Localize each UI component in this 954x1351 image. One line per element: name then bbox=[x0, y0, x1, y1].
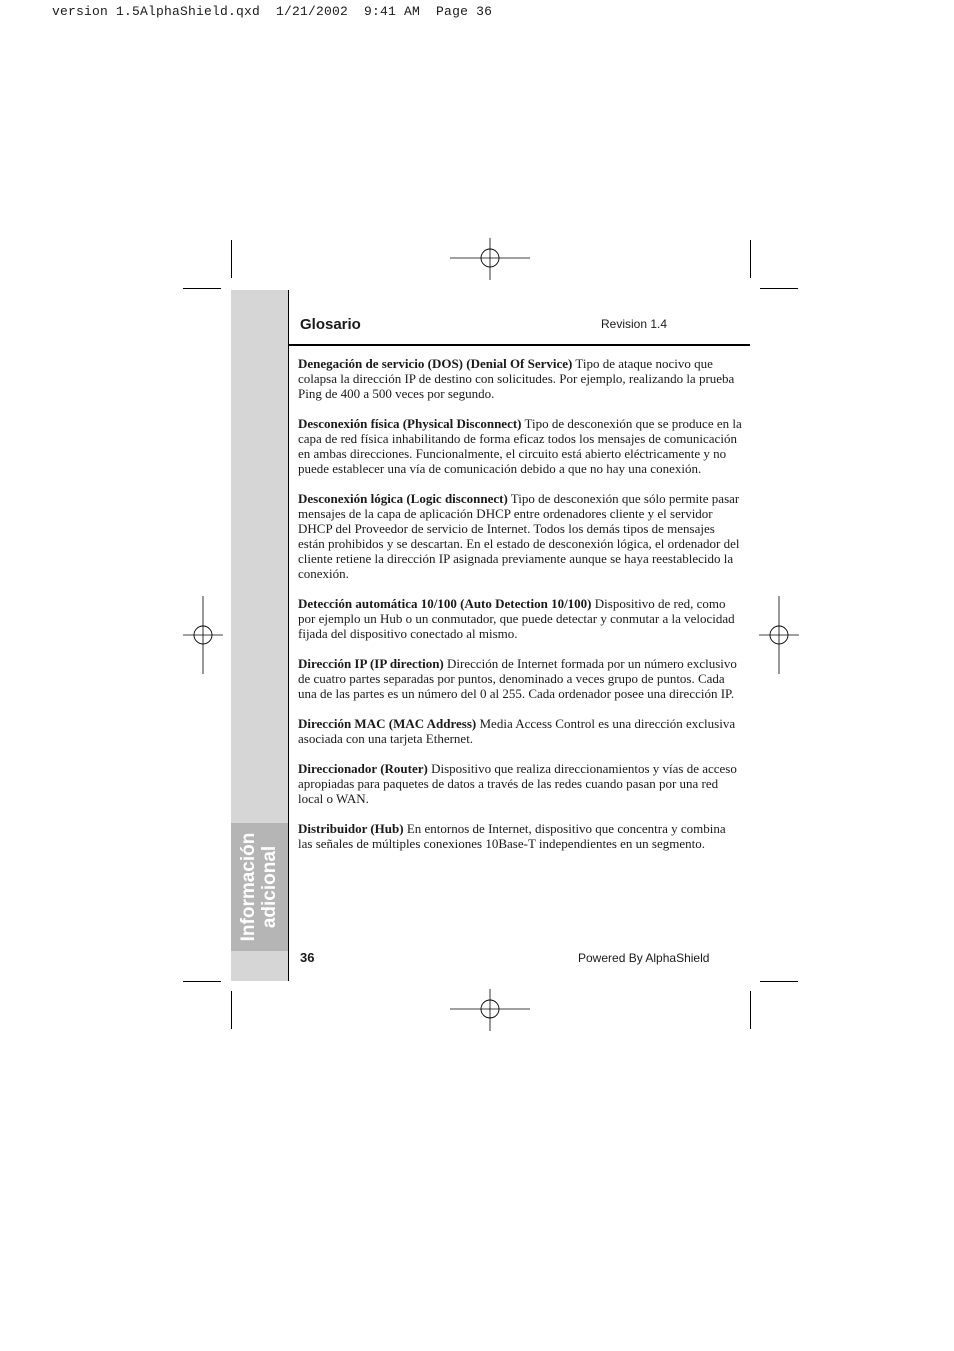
vertical-rule bbox=[288, 290, 289, 981]
glossary-definition: Dirección de Internet formada por un número exclusivo de cuatro partes separadas por puntos, denominado a veces grupo de puntos. Cada una de las partes es un número del 0 al 255. Cada ordenador posee una dirección IP. bbox=[298, 656, 737, 701]
glossary-definition: Dispositivo de red, como por ejemplo un Hub o un conmutador, que puede detectar y conmutar a la velocidad fijada del dispositivo conectado al mismo. bbox=[298, 596, 735, 641]
revision-label: Revision 1.4 bbox=[601, 317, 668, 331]
footer-text: Powered By AlphaShield bbox=[578, 951, 710, 965]
registration-mark-top-icon bbox=[450, 238, 530, 280]
page-number: 36 bbox=[300, 950, 315, 965]
crop-mark-top-right-horizontal bbox=[760, 288, 798, 289]
glossary-entry bbox=[298, 716, 743, 746]
glossary-term: Desconexión lógica (Logic disconnect) bbox=[298, 491, 508, 506]
glossary-entry bbox=[298, 596, 743, 641]
glossary-term: Distribuidor (Hub) bbox=[298, 821, 404, 836]
glossary-entry bbox=[298, 761, 743, 806]
glossary-entry bbox=[298, 356, 743, 401]
crop-mark-bottom-right-horizontal bbox=[760, 981, 798, 982]
crop-mark-top-left-vertical bbox=[231, 240, 232, 278]
glossary-term: Denegación de servicio (DOS) (Denial Of Service) bbox=[298, 356, 573, 371]
print-slug: version 1.5AlphaShield.qxd 1/21/2002 9:41 AM Page 36 bbox=[52, 4, 493, 19]
glossary-definition: Dispositivo que realiza direccionamientos y vías de acceso apropiadas para paquetes de datos a través de las redes cuando pasan por una red local o WAN. bbox=[298, 761, 737, 806]
glossary-entry bbox=[298, 491, 743, 581]
glossary-entry bbox=[298, 821, 743, 851]
glossary-definition: En entornos de Internet, dispositivo que concentra y combina las señales de múltiples conexiones 10Base-T independientes en un segmento. bbox=[298, 821, 726, 851]
crop-mark-top-left-horizontal bbox=[183, 288, 221, 289]
page-title: Glosario bbox=[300, 316, 361, 333]
glossary-term: Direccionador (Router) bbox=[298, 761, 428, 776]
glossary-term: Dirección MAC (MAC Address) bbox=[298, 716, 477, 731]
glossary-entry bbox=[298, 416, 743, 476]
registration-mark-right-icon bbox=[759, 596, 799, 674]
section-tab-label-line1: Información bbox=[238, 832, 259, 942]
header-rule bbox=[289, 344, 750, 346]
glossary-definition: Media Access Control es una dirección exclusiva asociada con una tarjeta Ethernet. bbox=[298, 716, 736, 746]
crop-mark-bottom-left-vertical bbox=[231, 991, 232, 1029]
crop-mark-top-right-vertical bbox=[750, 240, 751, 278]
crop-mark-bottom-left-horizontal bbox=[183, 981, 221, 982]
glossary-body bbox=[298, 356, 743, 866]
glossary-entry bbox=[298, 656, 743, 701]
glossary-definition: Tipo de desconexión que sólo permite pasar mensajes de la capa de aplicación DHCP entre ordenadores cliente y el servidor DHCP del Proveedor de servicio de Internet. Todos los demás tipos de mensajes están prohibidos y se descartan. En el estado de desconexión lógica, el ordenador del cliente retiene la dirección IP asignada previamente aunque se haya reestablecido la conexión. bbox=[298, 491, 740, 581]
registration-mark-bottom-icon bbox=[450, 989, 530, 1031]
glossary-term: Desconexión física (Physical Disconnect) bbox=[298, 416, 522, 431]
registration-mark-left-icon bbox=[183, 596, 223, 674]
glossary-definition: Tipo de desconexión que se produce en la capa de red física inhabilitando de forma eficaz todos los mensajes de comunicación en ambas direcciones. Funcionalmente, el circuito está abierto eléctricamente y no puede establecer una vía de comunicación debido a que no hay una conexión. bbox=[298, 416, 742, 476]
glossary-definition: Tipo de ataque nocivo que colapsa la dirección IP de destino con solicitudes. Por ejemplo, realizando la prueba Ping de 400 a 500 veces por segundo. bbox=[298, 356, 735, 401]
glossary-term: Dirección IP (IP direction) bbox=[298, 656, 444, 671]
crop-mark-bottom-right-vertical bbox=[750, 991, 751, 1029]
section-tab-label bbox=[238, 833, 280, 942]
glossary-term: Detección automática 10/100 (Auto Detection 10/100) bbox=[298, 596, 592, 611]
section-tab-label-line2: adicional bbox=[259, 845, 280, 929]
